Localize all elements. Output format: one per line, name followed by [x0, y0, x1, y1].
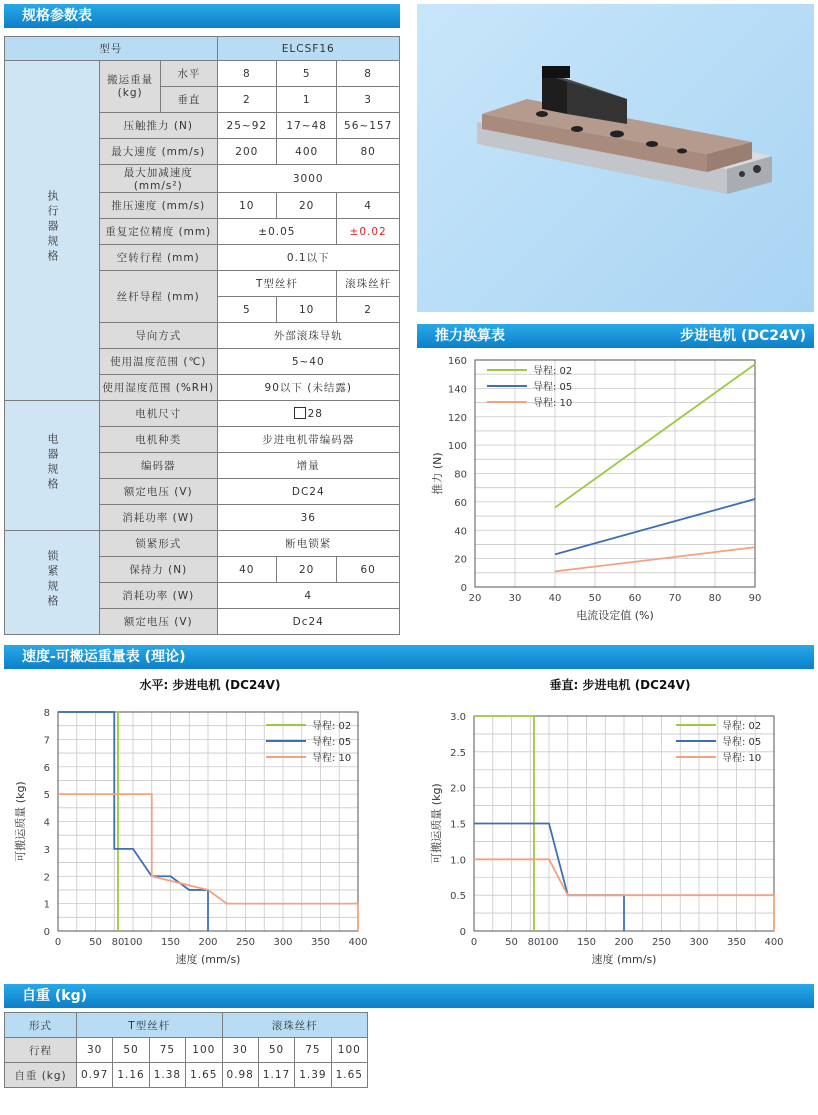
- speed-val-0: 200: [217, 139, 277, 165]
- x-tick-label: 200: [614, 937, 634, 948]
- x-axis-label: 电流设定值 (%): [576, 609, 654, 622]
- weight-0: 0.97: [77, 1063, 113, 1088]
- y-tick-label: 8: [43, 708, 50, 719]
- x-tick-label: 350: [726, 937, 747, 948]
- encoder-label: 编码器: [100, 453, 218, 479]
- encoder-value: 增量: [217, 453, 400, 479]
- group-lock: [5, 531, 100, 635]
- legend-label: 导程: 05: [312, 737, 352, 748]
- lock-voltage-label: 额定电压 (V): [100, 609, 218, 635]
- group-electric: [5, 401, 100, 531]
- x-tick-label: 80: [111, 937, 125, 948]
- power-label: 消耗功率 (W): [100, 505, 218, 531]
- v-val-1: 1: [277, 87, 337, 113]
- y-tick-label: 40: [454, 526, 467, 538]
- humid-value: 90以下 (未结露): [217, 375, 400, 401]
- lock-power-label: 消耗功率 (W): [100, 583, 218, 609]
- backlash-label: 空转行程 (mm): [100, 245, 218, 271]
- legend-label: 导程: 10: [533, 398, 573, 409]
- spec-header: [4, 4, 400, 28]
- x-tick-label: 200: [198, 937, 218, 948]
- form-label: 形式: [5, 1013, 77, 1038]
- push-speed-1: 20: [277, 193, 337, 219]
- x-tick-label: 100: [123, 937, 143, 948]
- x-tick-label: 350: [310, 937, 331, 948]
- y-tick-label: 0.5: [450, 891, 466, 903]
- lead-val-2: 2: [337, 297, 400, 323]
- y-tick-label: 0: [460, 583, 467, 594]
- screw-ball-label: 滚珠丝杆: [337, 271, 400, 297]
- h-val-2: 8: [337, 61, 400, 87]
- x-tick-label: 70: [668, 593, 682, 604]
- voltage-label: 额定电压 (V): [100, 479, 218, 505]
- motor-size-value: 28: [307, 408, 323, 420]
- y-tick-label: 2.0: [450, 783, 466, 795]
- y-tick-label: 1.5: [450, 819, 466, 831]
- x-tick-label: 80: [708, 593, 722, 604]
- y-tick-label: 1.0: [450, 855, 466, 867]
- speed-val-1: 400: [277, 139, 337, 165]
- motor-type-value: 步进电机带编码器: [217, 427, 400, 453]
- push-speed-2: 4: [337, 193, 400, 219]
- y-tick-label: 20: [454, 554, 467, 566]
- hold-val-1: 20: [277, 557, 337, 583]
- x-tick-label: 90: [748, 593, 762, 604]
- h-val-1: 5: [277, 61, 337, 87]
- x-tick-label: 300: [689, 937, 709, 948]
- y-tick-label: 2: [43, 872, 50, 884]
- horizontal-label: 水平: [161, 61, 217, 87]
- speed-val-2: 80: [337, 139, 400, 165]
- y-tick-label: 160: [447, 356, 467, 367]
- h-val-0: 8: [217, 61, 277, 87]
- ball-screw-label: 滚珠丝杆: [222, 1013, 368, 1038]
- v-val-0: 2: [217, 87, 277, 113]
- lock-power-value: 4: [217, 583, 400, 609]
- hold-label: 保持力 (N): [100, 557, 218, 583]
- weight-3: 1.65: [186, 1063, 222, 1088]
- hold-val-2: 60: [337, 557, 400, 583]
- stroke-6: 75: [295, 1038, 331, 1063]
- hold-val-0: 40: [217, 557, 277, 583]
- lead-val-0: 5: [217, 297, 277, 323]
- vertical-chart: [414, 695, 814, 980]
- stroke-4: 30: [222, 1038, 258, 1063]
- y-tick-label: 7: [43, 735, 50, 747]
- x-tick-label: 100: [539, 937, 559, 948]
- power-value: 36: [217, 505, 400, 531]
- product-photo: [417, 4, 814, 312]
- x-tick-label: 250: [235, 937, 256, 948]
- actuator-illustration: [417, 4, 814, 312]
- x-tick-label: 150: [576, 937, 597, 948]
- temp-value: 5~40: [217, 349, 400, 375]
- weight-1: 1.16: [113, 1063, 149, 1088]
- series-line: [555, 499, 755, 554]
- y-tick-label: 100: [447, 441, 467, 453]
- speed-title: 速度-可搬运重量表 (理论): [22, 649, 186, 665]
- lock-voltage-value: Dc24: [217, 609, 400, 635]
- y-tick-label: 0: [43, 927, 50, 938]
- square-icon: [294, 407, 306, 419]
- y-tick-label: 3: [43, 844, 50, 856]
- press-val-2: 56~157: [337, 113, 400, 139]
- accel-label: 最大加减速度 (mm/s²): [100, 165, 218, 193]
- lead-val-1: 10: [277, 297, 337, 323]
- weight-title: 自重 (kg): [22, 988, 88, 1004]
- model-value: ELCSF16: [217, 37, 400, 61]
- thrust-title: 推力换算表: [435, 328, 505, 344]
- legend-label: 导程: 02: [533, 366, 573, 377]
- vertical-label: 垂直: [161, 87, 217, 113]
- stroke-1: 50: [113, 1038, 149, 1063]
- spec-table: [4, 36, 400, 635]
- group-electric-label: 电器规格: [46, 432, 59, 493]
- x-tick-label: 30: [508, 593, 522, 604]
- x-tick-label: 80: [527, 937, 541, 948]
- x-axis-label: 速度 (mm/s): [591, 953, 657, 966]
- vertical-chart-title: 垂直: 步进电机 (DC24V): [549, 678, 691, 692]
- group-lock-label: 锁紧规格: [46, 549, 59, 610]
- thrust-motor: 步进电机 (DC24V): [680, 328, 806, 344]
- x-tick-label: 300: [273, 937, 293, 948]
- accel-value: 3000: [217, 165, 400, 193]
- lead-label: 丝杆导程 (mm): [100, 271, 218, 323]
- lock-type-label: 锁紧形式: [100, 531, 218, 557]
- horizontal-chart-title: 水平: 步进电机 (DC24V): [139, 678, 281, 692]
- legend-label: 导程: 10: [722, 753, 762, 764]
- weight-table: [4, 1012, 368, 1088]
- y-tick-label: 5: [43, 790, 50, 802]
- y-tick-label: 120: [447, 412, 467, 424]
- push-speed-0: 10: [217, 193, 277, 219]
- thrust-header: [417, 324, 814, 348]
- screw-t-label: T型丝杆: [217, 271, 337, 297]
- series-line: [555, 547, 755, 571]
- stroke-0: 30: [77, 1038, 113, 1063]
- y-axis-label: 可搬运质量 (kg): [430, 783, 443, 864]
- x-tick-label: 150: [160, 937, 181, 948]
- y-tick-label: 0: [459, 927, 466, 938]
- y-tick-label: 3.0: [450, 712, 466, 723]
- repeat-val-1: ±0.02: [337, 219, 400, 245]
- weight-7: 1.65: [331, 1063, 367, 1088]
- x-tick-label: 400: [348, 937, 368, 948]
- model-label: 型号: [5, 37, 218, 61]
- guide-label: 导向方式: [100, 323, 218, 349]
- y-tick-label: 1: [43, 899, 50, 911]
- motor-size-cell: [217, 401, 400, 427]
- temp-label: 使用温度范围 (℃): [100, 349, 218, 375]
- legend-label: 导程: 05: [533, 382, 573, 393]
- y-tick-label: 4: [43, 817, 50, 829]
- humid-label: 使用湿度范围 (%RH): [100, 375, 218, 401]
- legend-label: 导程: 05: [722, 737, 762, 748]
- legend-label: 导程: 02: [722, 721, 762, 732]
- motor-type-label: 电机种类: [100, 427, 218, 453]
- stroke-3: 100: [186, 1038, 222, 1063]
- y-tick-label: 2.5: [450, 747, 466, 759]
- y-axis-label: 可搬运质量 (kg): [14, 781, 27, 862]
- v-val-2: 3: [337, 87, 400, 113]
- press-val-1: 17~48: [277, 113, 337, 139]
- lock-type-value: 断电锁紧: [217, 531, 400, 557]
- x-tick-label: 40: [548, 593, 562, 604]
- x-tick-label: 50: [505, 937, 518, 948]
- x-tick-label: 60: [628, 593, 642, 604]
- y-tick-label: 140: [447, 384, 467, 396]
- speed-header: [4, 645, 814, 669]
- legend-label: 导程: 10: [312, 753, 352, 764]
- push-speed-label: 推压速度 (mm/s): [100, 193, 218, 219]
- backlash-value: 0.1以下: [217, 245, 400, 271]
- stroke-label: 行程: [5, 1038, 77, 1063]
- x-tick-label: 250: [651, 937, 672, 948]
- motor-size-label: 电机尺寸: [100, 401, 218, 427]
- weight-5: 1.17: [258, 1063, 294, 1088]
- x-axis-label: 速度 (mm/s): [175, 953, 241, 966]
- horizontal-chart: [4, 695, 404, 980]
- y-axis-label: 推力 (N): [431, 452, 444, 495]
- weight-label: 自重 (kg): [5, 1063, 77, 1088]
- weight-header: [4, 984, 814, 1008]
- guide-value: 外部滚珠导轨: [217, 323, 400, 349]
- t-screw-label: T型丝杆: [77, 1013, 223, 1038]
- x-tick-label: 0: [470, 937, 478, 948]
- load-label: 搬运重量 (kg): [100, 61, 161, 113]
- thrust-chart: [417, 350, 814, 630]
- x-tick-label: 20: [468, 593, 482, 604]
- x-tick-label: 400: [764, 937, 784, 948]
- y-tick-label: 60: [454, 497, 467, 509]
- y-tick-label: 6: [43, 762, 50, 774]
- press-label: 压触推力 (N): [100, 113, 218, 139]
- x-tick-label: 50: [89, 937, 102, 948]
- repeat-label: 重复定位精度 (mm): [100, 219, 218, 245]
- repeat-val-0: ±0.05: [217, 219, 337, 245]
- x-tick-label: 0: [54, 937, 62, 948]
- stroke-5: 50: [258, 1038, 294, 1063]
- group-actuator: [5, 61, 100, 401]
- spec-title: 规格参数表: [22, 8, 92, 24]
- y-tick-label: 80: [454, 469, 467, 481]
- press-val-0: 25~92: [217, 113, 277, 139]
- legend-label: 导程: 02: [312, 721, 352, 732]
- weight-4: 0.98: [222, 1063, 258, 1088]
- stroke-7: 100: [331, 1038, 367, 1063]
- weight-2: 1.38: [149, 1063, 185, 1088]
- group-actuator-label: 执行器规格: [46, 190, 59, 265]
- x-tick-label: 50: [588, 593, 602, 604]
- series-line: [555, 364, 755, 507]
- voltage-value: DC24: [217, 479, 400, 505]
- stroke-2: 75: [149, 1038, 185, 1063]
- speed-label: 最大速度 (mm/s): [100, 139, 218, 165]
- weight-6: 1.39: [295, 1063, 331, 1088]
